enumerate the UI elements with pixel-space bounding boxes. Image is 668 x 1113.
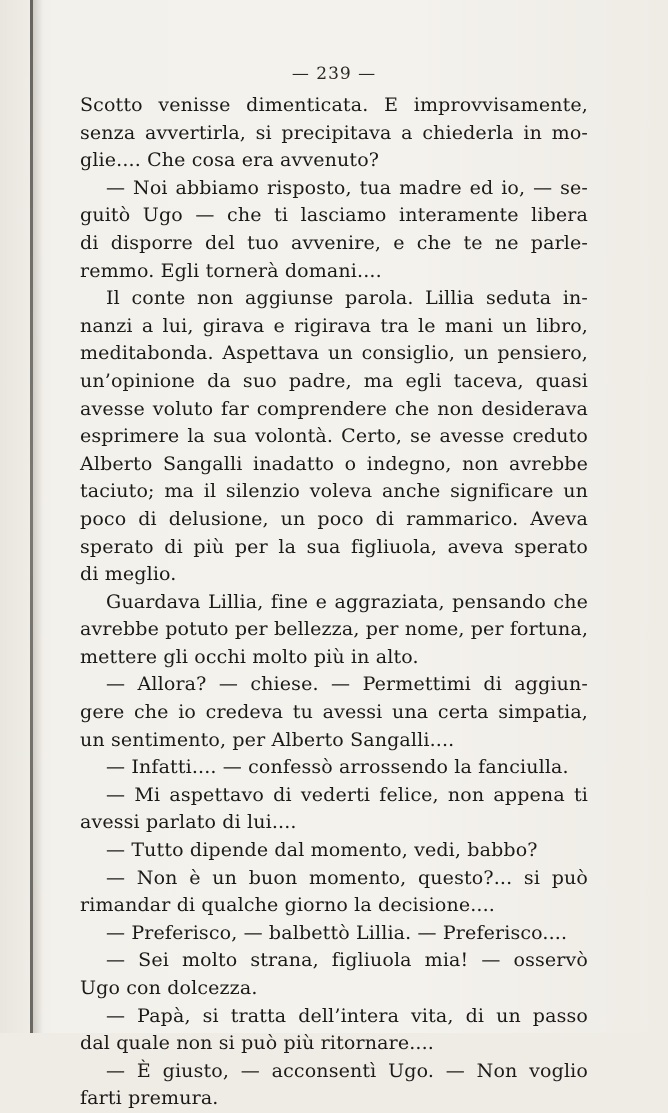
text-line: — Tutto dipende dal momento, vedi, babbo?: [106, 839, 538, 862]
text-line: — Noi abbiamo risposto, tua madre ed io, — se-: [106, 176, 588, 199]
text-line: mettere gli occhi molto più in alto.: [80, 645, 419, 668]
text-line: farti premura.: [80, 1087, 219, 1110]
page-number: — 239 —: [291, 64, 377, 84]
text-line: — Infatti.... — confessò arrossendo la fanciulla.: [106, 756, 569, 779]
text-line: Ugo con dolcezza.: [80, 977, 258, 999]
text-line: nanzi a lui, girava e rigirava tra le mani un libro,: [80, 314, 588, 337]
text-line: — Non è un buon momento, questo?... si può: [106, 866, 588, 889]
text-line: taciuto; ma il silenzio voleva anche significare un: [80, 480, 588, 503]
text-line: poco di delusione, un poco di rammarico. Aveva: [80, 507, 588, 530]
text-line: Guardava Lillia, fine e aggraziata, pensando che: [106, 590, 588, 613]
text-line: avessi parlato di lui....: [80, 811, 297, 834]
text-line: — Papà, si tratta dell’intera vita, di un passo: [106, 1004, 588, 1027]
text-line: guitò Ugo — che ti lasciamo interamente libera: [80, 204, 588, 227]
text-line: Scotto venisse dimenticata. E improvvisamente,: [80, 94, 588, 116]
text-line: — Allora? — chiese. — Permettimi di aggiun-: [106, 673, 588, 696]
text-line: avrebbe potuto per bellezza, per nome, per fortuna,: [80, 618, 589, 641]
text-line: un sentimento, per Alberto Sangalli....: [80, 728, 455, 751]
text-line: — Sei molto strana, figliuola mia! — osservò: [106, 949, 588, 972]
text-line: rimandar di qualche giorno la decisione....: [80, 894, 495, 917]
text-line: gere che io credeva tu avessi una certa simpatia,: [80, 701, 588, 724]
text-line: glie.... Che cosa era avvenuto?: [80, 149, 380, 172]
text-line: esprimere la sua volontà. Certo, se avesse creduto: [80, 425, 588, 448]
text-line: sperato di più per la sua figliuola, aveva sperato: [80, 535, 588, 558]
text-line: — Mi aspettavo di vederti felice, non appena ti: [106, 783, 588, 806]
text-line: di disporre del tuo avvenire, e che te ne parle-: [80, 231, 588, 254]
text-line: Alberto Sangalli inadatto o indegno, non avrebbe: [80, 452, 588, 475]
text-line: avesse voluto far comprendere che non desiderava: [80, 397, 588, 420]
body-text: [80, 92, 588, 1113]
text-line: di meglio.: [80, 563, 177, 586]
text-line: senza avvertirla, si precipitava a chiederla in mo-: [80, 121, 588, 144]
binding-shadow: [33, 0, 43, 1033]
text-line: remmo. Egli tornerà domani....: [80, 259, 382, 282]
text-line: — È giusto, — acconsentì Ugo. — Non voglio: [106, 1059, 588, 1082]
text-line: dal quale non si può più ritornare....: [80, 1032, 434, 1055]
text-line: — Preferisco, — balbettò Lillia. — Preferisco....: [106, 921, 568, 944]
text-line: Il conte non aggiunse parola. Lillia seduta in-: [106, 287, 588, 310]
text-line: meditabonda. Aspettava un consiglio, un pensiero,: [80, 342, 588, 365]
text-line: un’opinione da suo padre, ma egli taceva, quasi: [80, 369, 588, 392]
